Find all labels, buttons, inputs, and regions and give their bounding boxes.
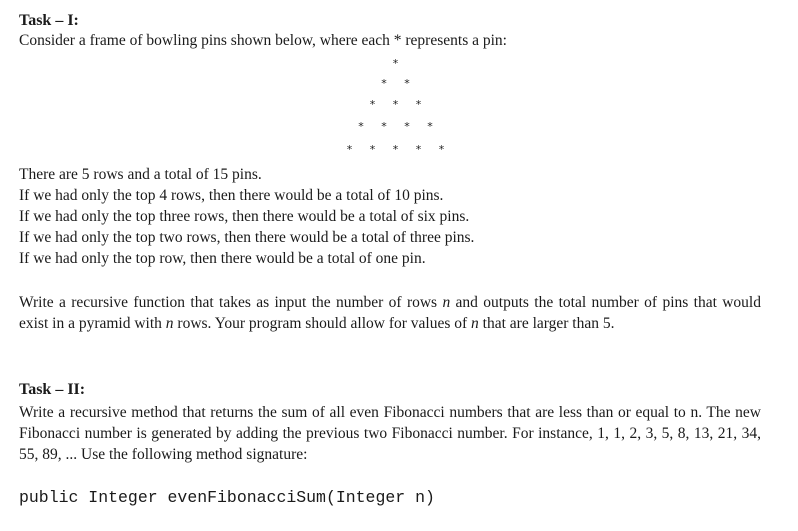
task1-intro: Consider a frame of bowling pins shown below, where each * represents a pin: (19, 32, 507, 49)
pins-line-3: If we had only the top three rows, then there would be a total of six pins. (19, 208, 470, 225)
task1-paragraph: Write a recursive function that takes as input the number of rows n and outputs the total number of pins that would exist in a pyramid with n rows. Your program should allow for values of n that are larger than 5. (19, 294, 761, 332)
pins-line-1: There are 5 rows and a total of 15 pins. (19, 166, 262, 183)
pyramid-row-1: * (392, 57, 406, 70)
pyramid-row-2: * * (381, 77, 417, 90)
pins-line-2: If we had only the top 4 rows, then there would be a total of 10 pins. (19, 187, 444, 204)
method-signature: public Integer evenFibonacciSum(Integer n) (19, 488, 435, 507)
task2-paragraph: Write a recursive method that returns the sum of all even Fibonacci numbers that are less than or equal to n. The new Fibonacci number is generated by adding the previous two Fibonacci number. For instance, 1, 1, 2, 3, 5, 8, 13, 21, 34, 55, 89, ... Use the following method signature: (19, 404, 761, 463)
pyramid-row-4: * * * * (358, 120, 440, 133)
pins-line-5: If we had only the top row, then there would be a total of one pin. (19, 250, 426, 267)
pyramid-row-5: * * * * * (346, 143, 452, 156)
pyramid-row-3: * * * (369, 98, 429, 111)
task2-heading: Task – II: (19, 381, 86, 398)
task1-heading: Task – I: (19, 12, 79, 29)
pins-line-4: If we had only the top two rows, then there would be a total of three pins. (19, 229, 475, 246)
